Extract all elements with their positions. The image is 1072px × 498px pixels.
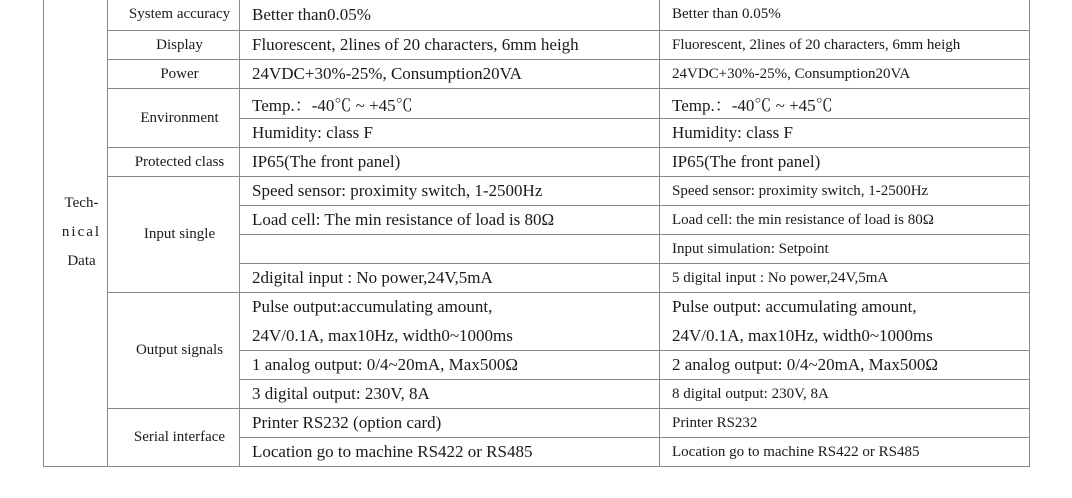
spec-value-a: 1 analog output: 0/4~20mA, Max500Ω bbox=[240, 351, 660, 380]
table-row bbox=[44, 31, 1030, 60]
spec-value-b: 8 digital output: 230V, 8A bbox=[660, 380, 1030, 409]
spec-value-a: Pulse output:accumulating amount, bbox=[240, 293, 660, 322]
row-label: Environment bbox=[108, 89, 240, 148]
spec-value-b: Location go to machine RS422 or RS485 bbox=[660, 438, 1030, 467]
spec-value-a: Better than0.05% bbox=[240, 0, 660, 31]
technical-data-table bbox=[43, 0, 1030, 467]
spec-value-b: Temp.：-40℃ ~ +45℃ bbox=[660, 89, 1030, 119]
spec-value-b: Speed sensor: proximity switch, 1-2500Hz bbox=[660, 177, 1030, 206]
spec-value-a: Location go to machine RS422 or RS485 bbox=[240, 438, 660, 467]
spec-value-a: Load cell: The min resistance of load is 80Ω bbox=[240, 206, 660, 235]
section-label-line: Tech- bbox=[64, 195, 99, 211]
spec-value-a: 2digital input : No power,24V,5mA bbox=[240, 264, 660, 293]
table-row bbox=[44, 409, 1030, 438]
spec-value-a: IP65(The front panel) bbox=[240, 148, 660, 177]
section-label bbox=[44, 0, 108, 467]
spec-value-a: Temp.：-40℃ ~ +45℃ bbox=[240, 89, 660, 119]
spec-value-a: 24VDC+30%-25%, Consumption20VA bbox=[240, 60, 660, 89]
section-label-line: nical bbox=[61, 224, 102, 240]
spec-value-b: 24V/0.1A, max10Hz, width0~1000ms bbox=[660, 322, 1030, 351]
row-label: Input single bbox=[108, 177, 240, 293]
spec-value-a: 3 digital output: 230V, 8A bbox=[240, 380, 660, 409]
spec-value-a: Fluorescent, 2lines of 20 characters, 6mm heigh bbox=[240, 31, 660, 60]
spec-value-a bbox=[240, 235, 660, 264]
table-row bbox=[44, 293, 1030, 322]
row-label: Protected class bbox=[108, 148, 240, 177]
spec-value-b: Better than 0.05% bbox=[660, 0, 1030, 31]
spec-value-b: 2 analog output: 0/4~20mA, Max500Ω bbox=[660, 351, 1030, 380]
spec-value-b: Pulse output: accumulating amount, bbox=[660, 293, 1030, 322]
spec-value-b: Humidity: class F bbox=[660, 119, 1030, 148]
row-label: Output signals bbox=[108, 293, 240, 409]
spec-value-a: 24V/0.1A, max10Hz, width0~1000ms bbox=[240, 322, 660, 351]
spec-value-b: Fluorescent, 2lines of 20 characters, 6mm heigh bbox=[660, 31, 1030, 60]
spec-value-a: Humidity: class F bbox=[240, 119, 660, 148]
table-row bbox=[44, 0, 1030, 31]
spec-value-b: Input simulation: Setpoint bbox=[660, 235, 1030, 264]
row-label: Display bbox=[108, 31, 240, 60]
spec-value-a: Speed sensor: proximity switch, 1-2500Hz bbox=[240, 177, 660, 206]
spec-value-b: 24VDC+30%-25%, Consumption20VA bbox=[660, 60, 1030, 89]
spec-value-b: Printer RS232 bbox=[660, 409, 1030, 438]
table-row bbox=[44, 60, 1030, 89]
spec-value-b: IP65(The front panel) bbox=[660, 148, 1030, 177]
spec-value-b: Load cell: the min resistance of load is 80Ω bbox=[660, 206, 1030, 235]
row-label: Power bbox=[108, 60, 240, 89]
row-label: Serial interface bbox=[108, 409, 240, 467]
table-row bbox=[44, 89, 1030, 119]
section-label-line: Data bbox=[67, 253, 96, 269]
row-label: System accuracy bbox=[108, 0, 240, 31]
table-row bbox=[44, 148, 1030, 177]
spec-value-a: Printer RS232 (option card) bbox=[240, 409, 660, 438]
spec-value-b: 5 digital input : No power,24V,5mA bbox=[660, 264, 1030, 293]
table-row bbox=[44, 177, 1030, 206]
